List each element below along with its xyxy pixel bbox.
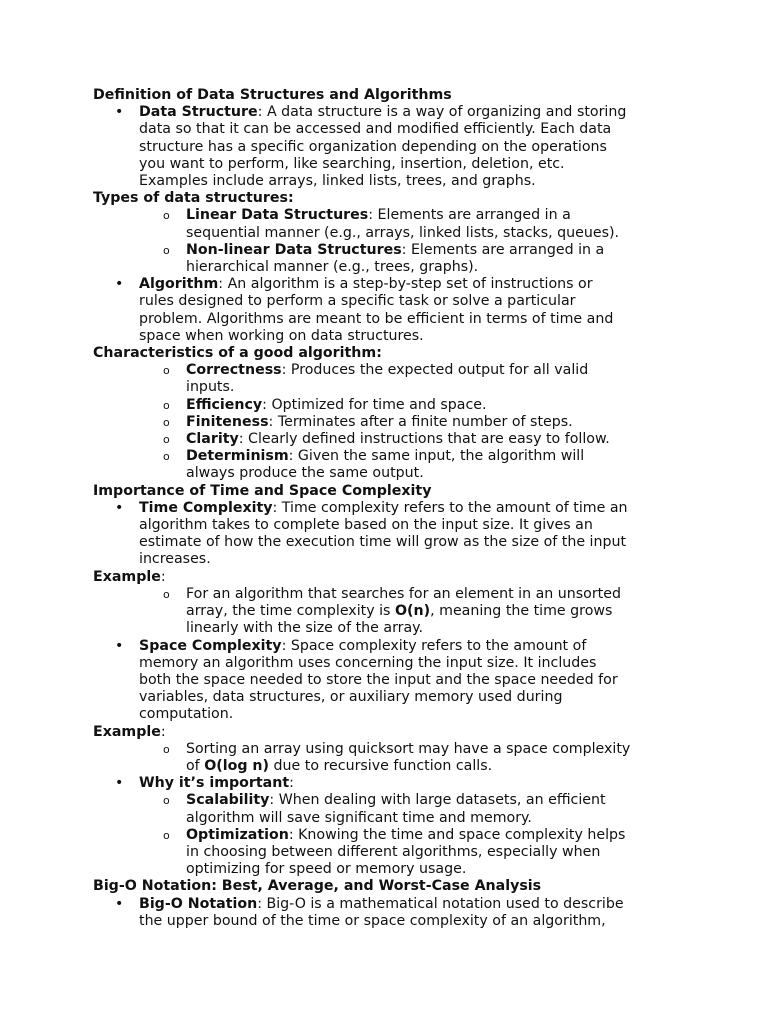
bold-text: Space Complexity bbox=[139, 637, 282, 654]
body-text: memory an algorithm uses concerning the input size. It includes bbox=[139, 654, 597, 671]
list-item bbox=[93, 689, 683, 706]
list-item bbox=[93, 311, 683, 328]
list-item bbox=[93, 706, 683, 723]
bold-text: Importance of Time and Space Complexity bbox=[93, 482, 432, 499]
list-item bbox=[93, 139, 683, 156]
body-text: : bbox=[160, 723, 166, 740]
section-heading bbox=[93, 878, 683, 895]
circle-bullet-icon: o bbox=[163, 415, 170, 429]
bold-text: Efficiency bbox=[186, 396, 263, 413]
bold-text: Example bbox=[93, 568, 161, 585]
body-text: increases. bbox=[139, 551, 211, 568]
body-text: you want to perform, like searching, insertion, deletion, etc. bbox=[139, 155, 565, 172]
bold-text: Big-O Notation: Best, Average, and Worst-Case Analysis bbox=[93, 878, 542, 895]
sub-list-item bbox=[93, 620, 683, 637]
bold-text: Types of data structures: bbox=[93, 190, 294, 207]
body-text: rules designed to perform a specific task or solve a particular bbox=[139, 293, 576, 310]
disc-bullet-icon: • bbox=[115, 637, 124, 654]
bold-text: Characteristics of a good algorithm: bbox=[93, 345, 382, 362]
bold-text: Algorithm bbox=[139, 276, 219, 293]
bold-text: Big-O Notation bbox=[139, 895, 258, 912]
section-heading bbox=[93, 87, 683, 104]
body-text: hierarchical manner (e.g., trees, graphs). bbox=[186, 259, 479, 276]
body-text: computation. bbox=[139, 706, 234, 723]
list-item bbox=[93, 655, 683, 672]
body-text: : An algorithm is a step-by-step set of instructions or bbox=[218, 276, 593, 293]
body-text: of bbox=[186, 757, 205, 774]
sub-list-item bbox=[93, 741, 683, 758]
body-text: , meaning the time grows bbox=[430, 603, 613, 620]
sub-list-item bbox=[93, 414, 683, 431]
body-text: : Clearly defined instructions that are easy to follow. bbox=[238, 431, 610, 448]
list-item bbox=[93, 517, 683, 534]
disc-bullet-icon: • bbox=[115, 775, 124, 792]
body-text: variables, data structures, or auxiliary memory used during bbox=[139, 689, 563, 706]
body-text: structure has a specific organization depending on the operations bbox=[139, 138, 607, 155]
body-text: in choosing between different algorithms, especially when bbox=[186, 843, 601, 860]
list-item bbox=[93, 672, 683, 689]
list-item bbox=[93, 293, 683, 310]
disc-bullet-icon: • bbox=[115, 499, 124, 516]
disc-bullet-icon: • bbox=[115, 104, 124, 121]
circle-bullet-icon: o bbox=[163, 364, 170, 378]
list-item bbox=[93, 913, 683, 930]
sub-list-item bbox=[93, 810, 683, 827]
circle-bullet-icon: o bbox=[163, 828, 170, 842]
body-text: optimizing for speed or memory usage. bbox=[186, 861, 467, 878]
body-text: : Space complexity refers to the amount of bbox=[281, 637, 587, 654]
body-text: estimate of how the execution time will grow as the size of the input bbox=[139, 534, 627, 551]
section-heading bbox=[93, 190, 683, 207]
list-item bbox=[93, 551, 683, 568]
disc-bullet-icon: • bbox=[115, 276, 124, 293]
body-text: : bbox=[289, 775, 294, 792]
body-text: problem. Algorithms are meant to be efficient in terms of time and bbox=[139, 310, 614, 327]
bold-text: Non-linear Data Structures bbox=[186, 241, 402, 258]
list-item bbox=[93, 104, 683, 121]
bold-text: Data Structure bbox=[139, 104, 258, 121]
sub-list-item bbox=[93, 758, 683, 775]
sub-list-item bbox=[93, 362, 683, 379]
list-item bbox=[93, 156, 683, 173]
bold-text: O(log n) bbox=[204, 757, 270, 774]
sub-list-item bbox=[93, 792, 683, 809]
sub-list-item bbox=[93, 397, 683, 414]
section-heading bbox=[93, 569, 683, 586]
bold-text: Example bbox=[93, 723, 161, 740]
circle-bullet-icon: o bbox=[163, 587, 170, 601]
body-text: sequential manner (e.g., arrays, linked lists, stacks, queues). bbox=[186, 224, 620, 241]
bold-text: Finiteness bbox=[186, 413, 269, 430]
sub-list-item bbox=[93, 844, 683, 861]
sub-list-item bbox=[93, 242, 683, 259]
disc-bullet-icon: • bbox=[115, 895, 124, 912]
circle-bullet-icon: o bbox=[163, 742, 170, 756]
body-text: : Given the same input, the algorithm will bbox=[288, 448, 585, 465]
document-page bbox=[93, 87, 683, 930]
list-item bbox=[93, 276, 683, 293]
body-text: : Big-O is a mathematical notation used to describe bbox=[257, 895, 624, 912]
bold-text: O(n) bbox=[394, 603, 431, 620]
circle-bullet-icon: o bbox=[163, 450, 170, 464]
body-text: Sorting an array using quicksort may have a space complexity bbox=[186, 740, 631, 757]
list-item bbox=[93, 534, 683, 551]
sub-list-item bbox=[93, 448, 683, 465]
body-text: both the space needed to store the input and the space needed for bbox=[139, 671, 618, 688]
sub-list-item bbox=[93, 259, 683, 276]
body-text: : Optimized for time and space. bbox=[262, 396, 487, 413]
bold-text: Optimization bbox=[186, 826, 289, 843]
list-item bbox=[93, 121, 683, 138]
body-text: algorithm takes to complete based on the input size. It gives an bbox=[139, 517, 593, 534]
body-text: : When dealing with large datasets, an efficient bbox=[269, 792, 606, 809]
section-heading bbox=[93, 345, 683, 362]
list-item bbox=[93, 328, 683, 345]
circle-bullet-icon: o bbox=[163, 433, 170, 447]
circle-bullet-icon: o bbox=[163, 243, 170, 257]
circle-bullet-icon: o bbox=[163, 398, 170, 412]
list-item bbox=[93, 896, 683, 913]
sub-list-item bbox=[93, 207, 683, 224]
list-item bbox=[93, 173, 683, 190]
body-text: always produce the same output. bbox=[186, 465, 424, 482]
body-text: linearly with the size of the array. bbox=[186, 620, 424, 637]
body-text: : Elements are arranged in a bbox=[368, 207, 571, 224]
body-text: algorithm will save significant time and memory. bbox=[186, 809, 532, 826]
body-text: For an algorithm that searches for an element in an unsorted bbox=[186, 585, 621, 602]
circle-bullet-icon: o bbox=[163, 209, 170, 223]
list-item bbox=[93, 775, 683, 792]
body-text: inputs. bbox=[186, 379, 235, 396]
sub-list-item bbox=[93, 225, 683, 242]
bold-text: Time Complexity bbox=[139, 499, 273, 516]
body-text: : bbox=[160, 568, 166, 585]
body-text: Examples include arrays, linked lists, trees, and graphs. bbox=[139, 173, 536, 190]
bold-text: Why it’s important bbox=[139, 775, 290, 792]
bold-text: Determinism bbox=[186, 448, 289, 465]
body-text: space when working on data structures. bbox=[139, 327, 424, 344]
body-text: : Terminates after a finite number of steps. bbox=[268, 413, 573, 430]
sub-list-item bbox=[93, 431, 683, 448]
circle-bullet-icon: o bbox=[163, 794, 170, 808]
bold-text: Linear Data Structures bbox=[186, 207, 369, 224]
bold-text: Definition of Data Structures and Algorithms bbox=[93, 87, 452, 103]
list-item bbox=[93, 638, 683, 655]
body-text: due to recursive function calls. bbox=[269, 757, 493, 774]
sub-list-item bbox=[93, 586, 683, 603]
sub-list-item bbox=[93, 827, 683, 844]
sub-list-item bbox=[93, 379, 683, 396]
body-text: : Time complexity refers to the amount of time an bbox=[272, 499, 628, 516]
body-text: : Produces the expected output for all valid bbox=[281, 362, 589, 379]
section-heading bbox=[93, 483, 683, 500]
body-text: : Knowing the time and space complexity helps bbox=[288, 826, 626, 843]
sub-list-item bbox=[93, 465, 683, 482]
bold-text: Correctness bbox=[186, 362, 282, 379]
body-text: the upper bound of the time or space complexity of an algorithm, bbox=[139, 912, 606, 929]
sub-list-item bbox=[93, 861, 683, 878]
section-heading bbox=[93, 724, 683, 741]
body-text: : A data structure is a way of organizing and storing bbox=[257, 104, 627, 121]
body-text: array, the time complexity is bbox=[186, 603, 395, 620]
body-text: : Elements are arranged in a bbox=[401, 241, 605, 258]
body-text: data so that it can be accessed and modified efficiently. Each data bbox=[139, 121, 612, 138]
bold-text: Clarity bbox=[186, 431, 239, 448]
sub-list-item bbox=[93, 603, 683, 620]
bold-text: Scalability bbox=[186, 792, 270, 809]
list-item bbox=[93, 500, 683, 517]
